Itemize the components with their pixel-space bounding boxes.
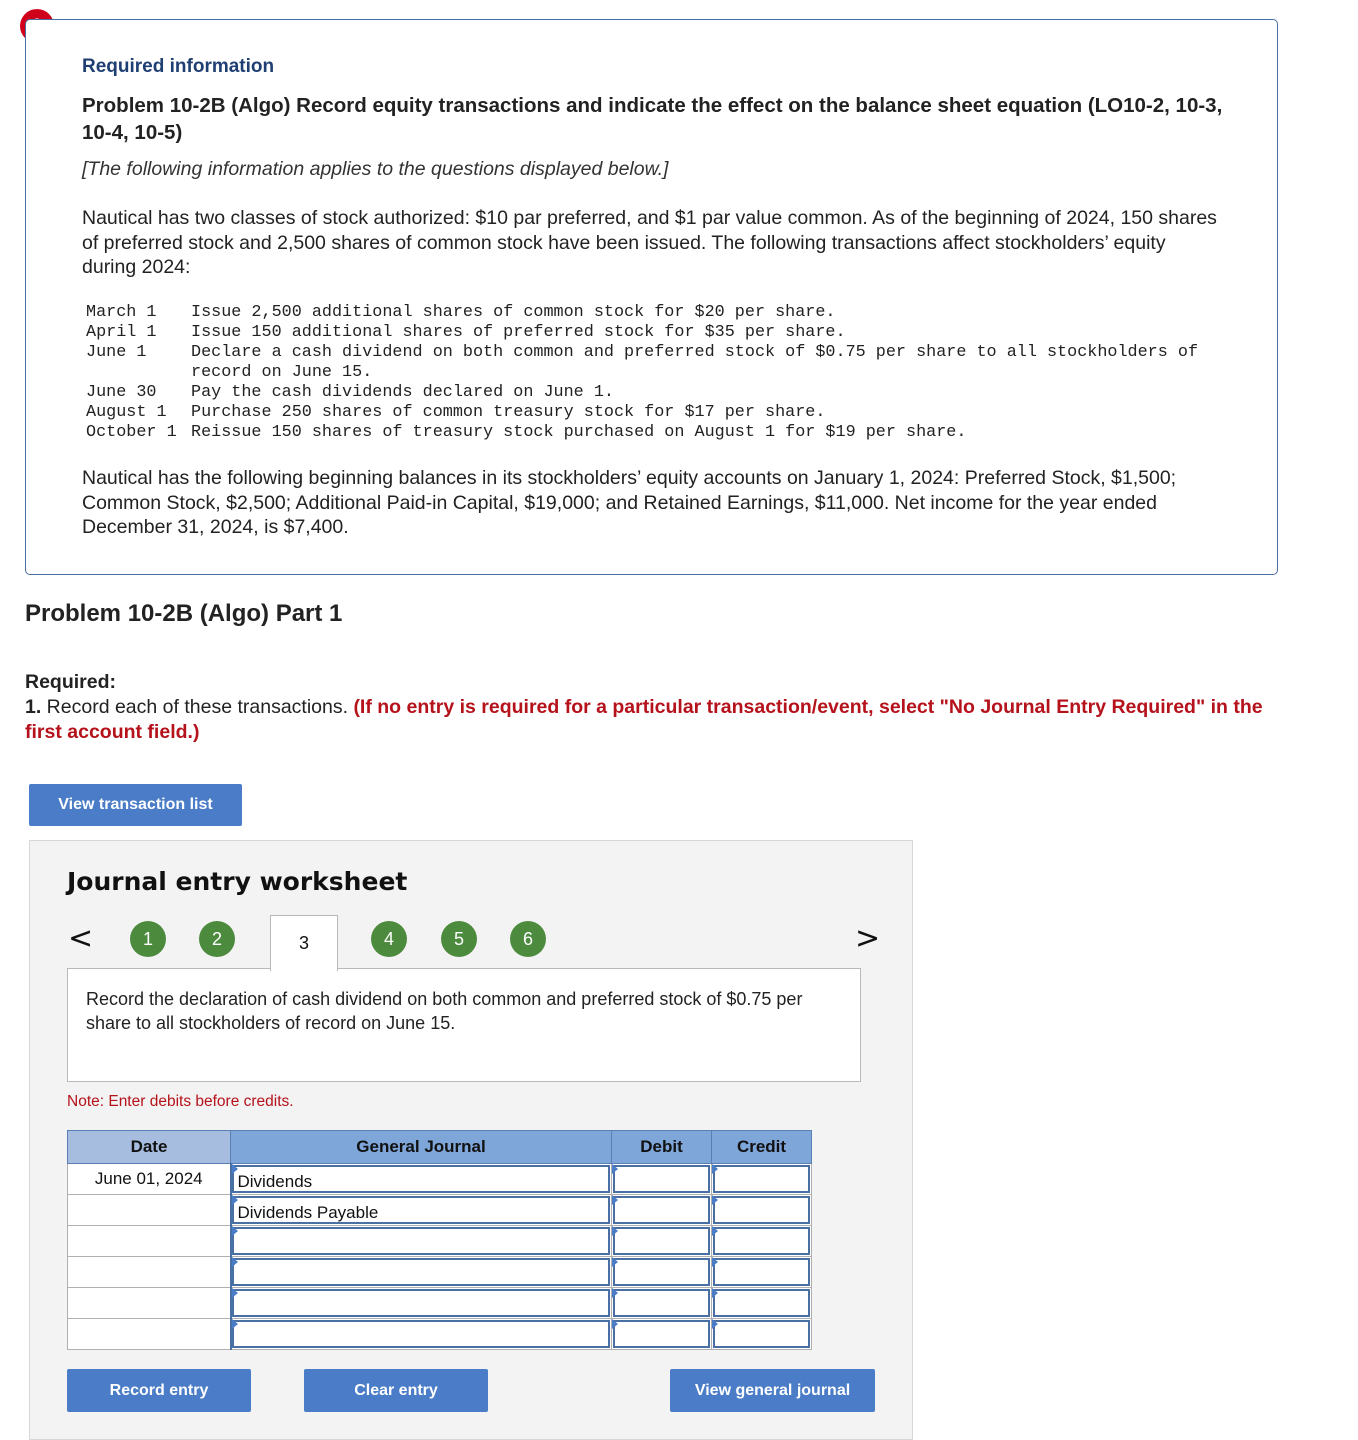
dropdown-indicator-icon — [712, 1164, 718, 1174]
debit-field[interactable] — [612, 1319, 712, 1350]
debit-field[interactable] — [612, 1164, 712, 1195]
transaction-text: Declare a cash dividend on both common and preferred stock of $0.75 per share to all stockholders of record on June 15. — [191, 343, 1199, 382]
requirement-instruction: Record each of these transactions. — [41, 696, 354, 718]
account-input[interactable] — [232, 1258, 611, 1286]
step-1-button[interactable]: 1 — [130, 921, 166, 957]
journal-row — [68, 1195, 812, 1226]
chevron-right-icon[interactable]: > — [855, 921, 881, 956]
dropdown-indicator-icon — [232, 1195, 238, 1205]
dropdown-indicator-icon — [712, 1257, 718, 1267]
credit-input[interactable] — [713, 1165, 810, 1193]
transaction-date: June 1 — [86, 343, 147, 362]
chevron-left-icon[interactable]: < — [68, 921, 94, 956]
debit-input[interactable] — [613, 1258, 710, 1286]
credit-field[interactable] — [712, 1257, 812, 1288]
transaction-date: October 1 — [86, 423, 177, 442]
dropdown-indicator-icon — [612, 1226, 618, 1236]
credit-input[interactable] — [713, 1289, 810, 1317]
debit-column-header: Debit — [612, 1131, 712, 1164]
debit-field[interactable] — [612, 1195, 712, 1226]
transactions-list — [86, 303, 1211, 443]
dropdown-indicator-icon — [232, 1226, 238, 1236]
account-field[interactable] — [231, 1164, 612, 1195]
requirement-text — [25, 695, 1295, 744]
dropdown-indicator-icon — [232, 1164, 238, 1174]
transaction-text: Purchase 250 shares of common treasury stock for $17 per share. — [191, 403, 826, 422]
transaction-date: March 1 — [86, 303, 157, 322]
date-column-header: Date — [68, 1131, 231, 1164]
debit-input[interactable] — [613, 1196, 710, 1224]
debit-input[interactable] — [613, 1320, 710, 1348]
dropdown-indicator-icon — [232, 1288, 238, 1298]
balances-paragraph: Nautical has the following beginning balances in its stockholders’ equity accounts on January 1, 2024: Preferred Stock, $1,500; Common Stock, $2,500; Additional Paid-in Capital, $19,000; and Retained Earnings, $11,000. Net income for the year ended December 31, 2024, is $7,400. — [82, 467, 1177, 538]
transaction-row — [86, 423, 1211, 443]
transaction-row — [86, 323, 1211, 343]
credit-field[interactable] — [712, 1226, 812, 1257]
journal-row — [68, 1288, 812, 1319]
transaction-text: Pay the cash dividends declared on June 1. — [191, 383, 614, 402]
required-label: Required: — [25, 671, 117, 693]
transaction-row — [86, 303, 1211, 323]
journal-date-cell[interactable] — [68, 1226, 231, 1257]
journal-date-cell[interactable] — [68, 1319, 231, 1350]
journal-date-cell[interactable] — [68, 1288, 231, 1319]
dropdown-indicator-icon — [712, 1226, 718, 1236]
journal-header-row — [68, 1131, 812, 1164]
account-value: Dividends — [237, 1172, 313, 1191]
journal-row — [68, 1164, 812, 1195]
journal-date-cell[interactable] — [68, 1257, 231, 1288]
account-input[interactable] — [232, 1165, 611, 1193]
general-journal-column-header: General Journal — [231, 1131, 612, 1164]
credit-field[interactable] — [712, 1195, 812, 1226]
worksheet-title: Journal entry worksheet — [67, 867, 408, 896]
journal-date-cell[interactable]: June 01, 2024 — [68, 1164, 231, 1195]
debit-input[interactable] — [613, 1289, 710, 1317]
account-field[interactable] — [231, 1257, 612, 1288]
transaction-row — [86, 403, 1211, 423]
debit-field[interactable] — [612, 1257, 712, 1288]
step-6-button[interactable]: 6 — [510, 921, 546, 957]
account-input[interactable] — [232, 1196, 611, 1224]
account-field[interactable] — [231, 1195, 612, 1226]
transaction-date: August 1 — [86, 403, 167, 422]
credit-input[interactable] — [713, 1196, 810, 1224]
credit-input[interactable] — [713, 1227, 810, 1255]
transaction-date: April 1 — [86, 323, 157, 342]
dropdown-indicator-icon — [712, 1319, 718, 1329]
clear-entry-button[interactable]: Clear entry — [304, 1369, 488, 1412]
view-transaction-list-button[interactable]: View transaction list — [29, 784, 242, 826]
credit-field[interactable] — [712, 1319, 812, 1350]
dropdown-indicator-icon — [712, 1195, 718, 1205]
dropdown-indicator-icon — [232, 1257, 238, 1267]
debits-note: Note: Enter debits before credits. — [67, 1093, 294, 1110]
dropdown-indicator-icon — [612, 1288, 618, 1298]
account-input[interactable] — [232, 1320, 611, 1348]
step-5-button[interactable]: 5 — [441, 921, 477, 957]
dropdown-indicator-icon — [612, 1195, 618, 1205]
journal-row — [68, 1226, 812, 1257]
debit-input[interactable] — [613, 1165, 710, 1193]
applies-note: [The following information applies to the questions displayed below.] — [82, 158, 669, 180]
transaction-row — [86, 383, 1211, 403]
dropdown-indicator-icon — [612, 1164, 618, 1174]
dropdown-indicator-icon — [612, 1257, 618, 1267]
transaction-text: Issue 2,500 additional shares of common stock for $20 per share. — [191, 303, 836, 322]
credit-column-header: Credit — [712, 1131, 812, 1164]
journal-date-cell[interactable] — [68, 1195, 231, 1226]
step-3-tab-active[interactable]: 3 — [270, 915, 338, 971]
problem-title: Problem 10-2B (Algo) Record equity transactions and indicate the effect on the balance sheet equation (LO10-2, 10-3, 10-4, 10-5) — [82, 94, 1223, 144]
requirement-number: 1. — [25, 696, 42, 718]
account-field[interactable] — [231, 1319, 612, 1350]
journal-table — [67, 1130, 812, 1350]
transaction-date: June 30 — [86, 383, 157, 402]
dropdown-indicator-icon — [712, 1288, 718, 1298]
dropdown-indicator-icon — [612, 1319, 618, 1329]
account-input[interactable] — [232, 1289, 611, 1317]
journal-row — [68, 1257, 812, 1288]
debit-field[interactable] — [612, 1226, 712, 1257]
transaction-text: Reissue 150 shares of treasury stock purchased on August 1 for $19 per share. — [191, 423, 967, 442]
transaction-text: Issue 150 additional shares of preferred stock for $35 per share. — [191, 323, 846, 342]
account-input[interactable] — [232, 1227, 611, 1255]
debit-input[interactable] — [613, 1227, 710, 1255]
required-information-panel — [25, 19, 1278, 575]
account-value: Dividends Payable — [237, 1203, 379, 1222]
step-2-button[interactable]: 2 — [199, 921, 235, 957]
part-title: Problem 10-2B (Algo) Part 1 — [25, 600, 343, 627]
required-information-heading: Required information — [82, 56, 275, 77]
intro-paragraph: Nautical has two classes of stock authorized: $10 par preferred, and $1 par value common. As of the beginning of 2024, 150 shares of preferred stock and 2,500 shares of common stock have been issued. The following transactions affect stockholders’ equity during 2024: — [82, 207, 1217, 278]
account-field[interactable] — [231, 1226, 612, 1257]
dropdown-indicator-icon — [232, 1319, 238, 1329]
credit-field[interactable] — [712, 1288, 812, 1319]
debit-field[interactable] — [612, 1288, 712, 1319]
view-general-journal-button[interactable]: View general journal — [670, 1369, 875, 1412]
entry-description: Record the declaration of cash dividend on both common and preferred stock of $0.75 per share to all stockholders of record on June 15. — [86, 989, 803, 1033]
credit-input[interactable] — [713, 1320, 810, 1348]
step-4-button[interactable]: 4 — [371, 921, 407, 957]
entry-description-box — [67, 968, 861, 1082]
record-entry-button[interactable]: Record entry — [67, 1369, 251, 1412]
account-field[interactable] — [231, 1288, 612, 1319]
journal-row — [68, 1319, 812, 1350]
credit-input[interactable] — [713, 1258, 810, 1286]
journal-entry-worksheet — [29, 840, 913, 1440]
credit-field[interactable] — [712, 1164, 812, 1195]
requirement-red-instruction: (If no entry is required for a particular transaction/event, select "No Journal Entry Required" in the first account field.) — [25, 696, 1263, 743]
transaction-row — [86, 343, 1211, 383]
